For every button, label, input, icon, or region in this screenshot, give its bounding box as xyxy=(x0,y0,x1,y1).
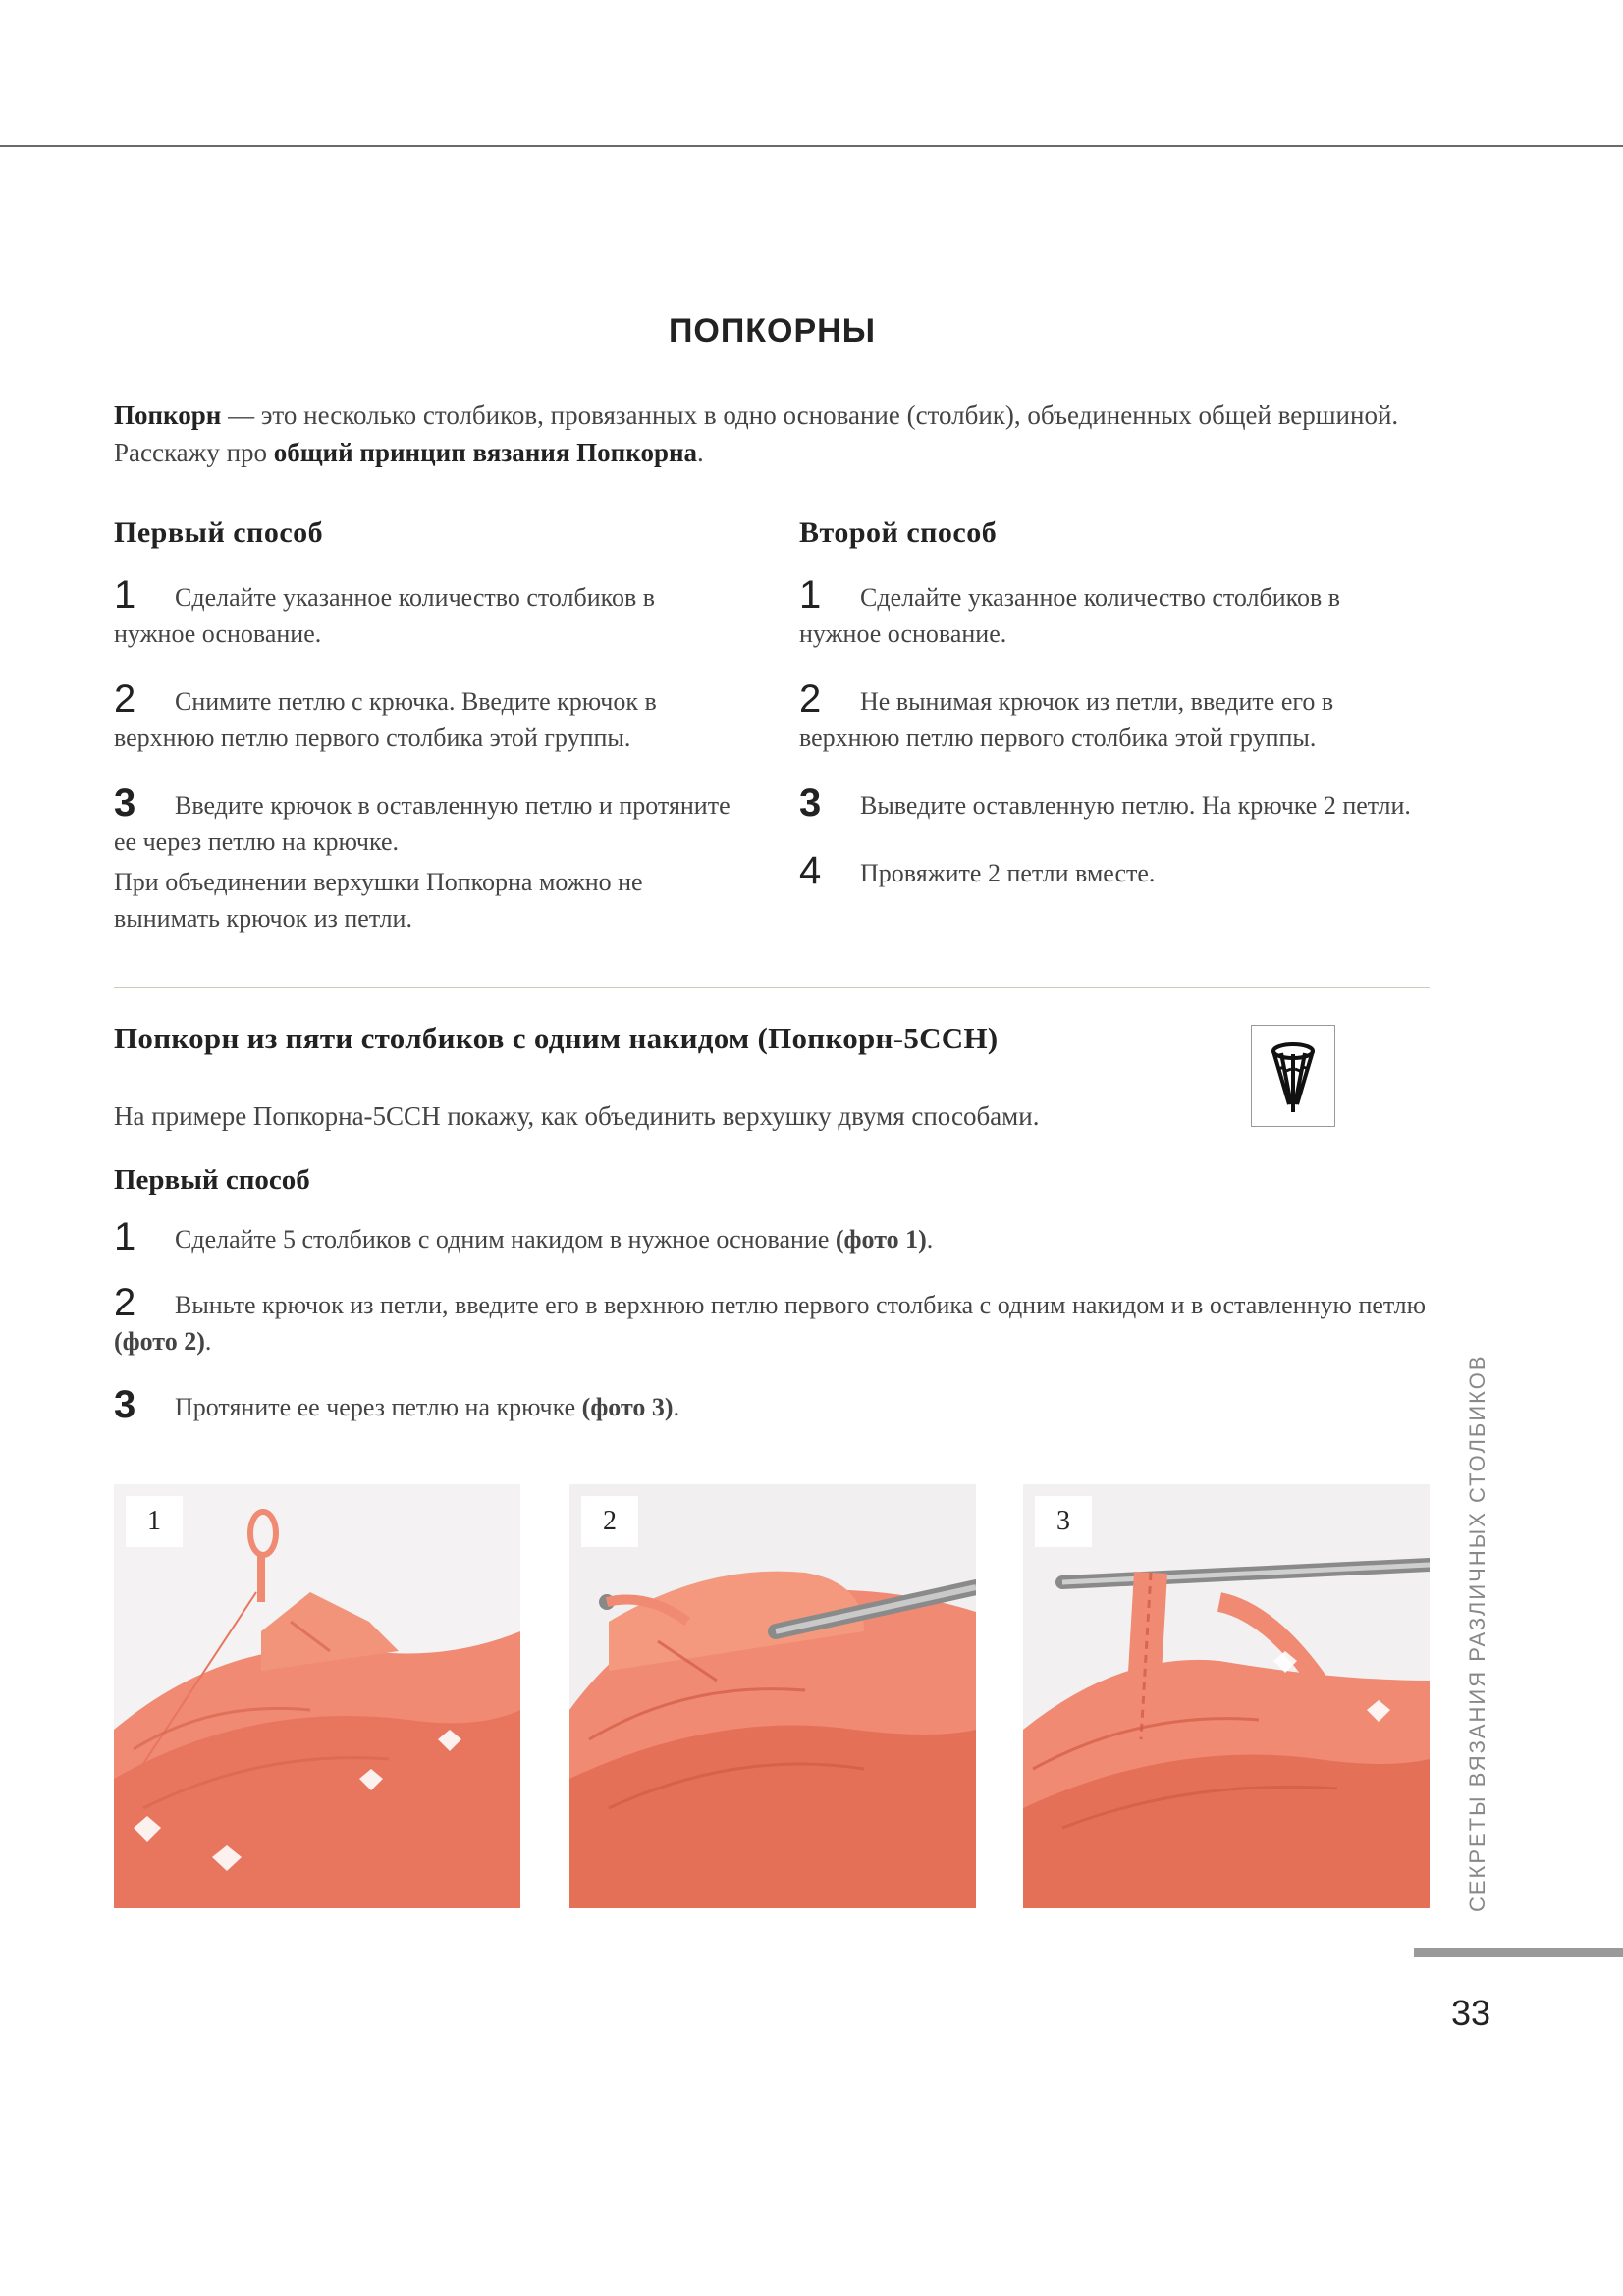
step-text: Выведите оставленную петлю. На крючке 2 петли. xyxy=(860,791,1411,820)
section-step-3 xyxy=(114,1383,1430,1426)
step-text: Сделайте указанное количество столбиков в нужное основание. xyxy=(114,583,656,648)
photo-2 xyxy=(569,1484,976,1908)
step-number: 2 xyxy=(799,677,822,721)
right-step-1 xyxy=(799,573,1428,652)
right-step-2 xyxy=(799,677,1428,756)
photo-label: 1 xyxy=(126,1496,183,1547)
side-bar xyxy=(1414,1948,1623,1957)
step-text: Выньте крючок из петли, введите его в верхнюю петлю первого столбика с одним накидом и в оставленную петлю xyxy=(175,1291,1427,1319)
left-note: При объединении верхушки Попкорна можно не вынимать крючок из петли. xyxy=(114,868,643,933)
photo-ref: (фото 2) xyxy=(114,1327,205,1356)
section-steps xyxy=(114,1215,1430,1453)
right-step-3 xyxy=(799,781,1428,825)
first-method-heading: Первый способ xyxy=(114,516,324,549)
step-text: Снимите петлю с крючка. Введите крючок в верхнюю петлю первого столбика этой группы. xyxy=(114,687,657,752)
step-text: Введите крючок в оставленную петлю и протяните ее через петлю на крючке. xyxy=(114,791,730,856)
step-text: Протяните ее через петлю на крючке xyxy=(175,1393,582,1421)
left-step-3 xyxy=(114,781,742,860)
photo-label: 3 xyxy=(1035,1496,1092,1547)
photo-label: 2 xyxy=(581,1496,638,1547)
second-method-column xyxy=(799,516,1428,921)
second-method-heading: Второй способ xyxy=(799,516,998,549)
first-method-subheading: Первый способ xyxy=(114,1164,310,1196)
right-step-4 xyxy=(799,849,1428,892)
step-text: Сделайте 5 столбиков с одним накидом в нужное основание xyxy=(175,1225,836,1254)
step-number: 3 xyxy=(114,781,136,825)
step-number: 1 xyxy=(114,573,136,616)
section-intro: На примере Попкорна-5ССН покажу, как объединить верхушку двумя способами. xyxy=(114,1101,1040,1131)
step-number: 2 xyxy=(114,677,136,721)
photo-ref: (фото 3) xyxy=(581,1393,674,1421)
side-running-title: СЕКРЕТЫ ВЯЗАНИЯ РАЗЛИЧНЫХ СТОЛБИКОВ xyxy=(1465,1354,1489,1912)
step-number: 1 xyxy=(114,1215,136,1258)
step-text: Провяжите 2 петли вместе. xyxy=(860,859,1156,887)
intro-paragraph xyxy=(114,397,1410,471)
section-step-2 xyxy=(114,1281,1430,1360)
step-end: . xyxy=(926,1225,934,1254)
step-number: 3 xyxy=(114,1383,136,1426)
photo-ref: (фото 1) xyxy=(835,1225,927,1254)
intro-term: Попкорн xyxy=(114,400,222,430)
section-divider xyxy=(114,987,1430,988)
step-end: . xyxy=(204,1327,212,1356)
step-number: 4 xyxy=(799,849,822,892)
step-end: . xyxy=(673,1393,680,1421)
page-number: 33 xyxy=(1451,1993,1491,2033)
photo-3 xyxy=(1023,1484,1430,1908)
left-step-1 xyxy=(114,573,742,652)
step-number: 1 xyxy=(799,573,822,616)
section-step-1 xyxy=(114,1215,1430,1258)
step-number: 2 xyxy=(114,1281,136,1324)
popcorn-symbol-icon xyxy=(1251,1025,1335,1127)
left-step-2 xyxy=(114,677,742,756)
step-text: Не вынимая крючок из петли, введите его в верхнюю петлю первого столбика этой группы. xyxy=(799,687,1334,752)
photo-1 xyxy=(114,1484,520,1908)
top-rule xyxy=(0,145,1623,147)
section-heading: Попкорн из пяти столбиков с одним накидом (Попкорн-5ССН) xyxy=(114,1021,999,1055)
intro-bold: общий принцип вязания Попкорна xyxy=(273,438,698,467)
first-method-column xyxy=(114,516,742,936)
intro-text: — это несколько столбиков, провязанных в одно основание (столбик), объединенных общей вершиной. Расскажу про xyxy=(114,400,1399,467)
page-title: ПОПКОРНЫ xyxy=(668,312,877,349)
step-text: Сделайте указанное количество столбиков в нужное основание. xyxy=(799,583,1341,648)
intro-end: . xyxy=(697,438,704,467)
step-number: 3 xyxy=(799,781,822,825)
